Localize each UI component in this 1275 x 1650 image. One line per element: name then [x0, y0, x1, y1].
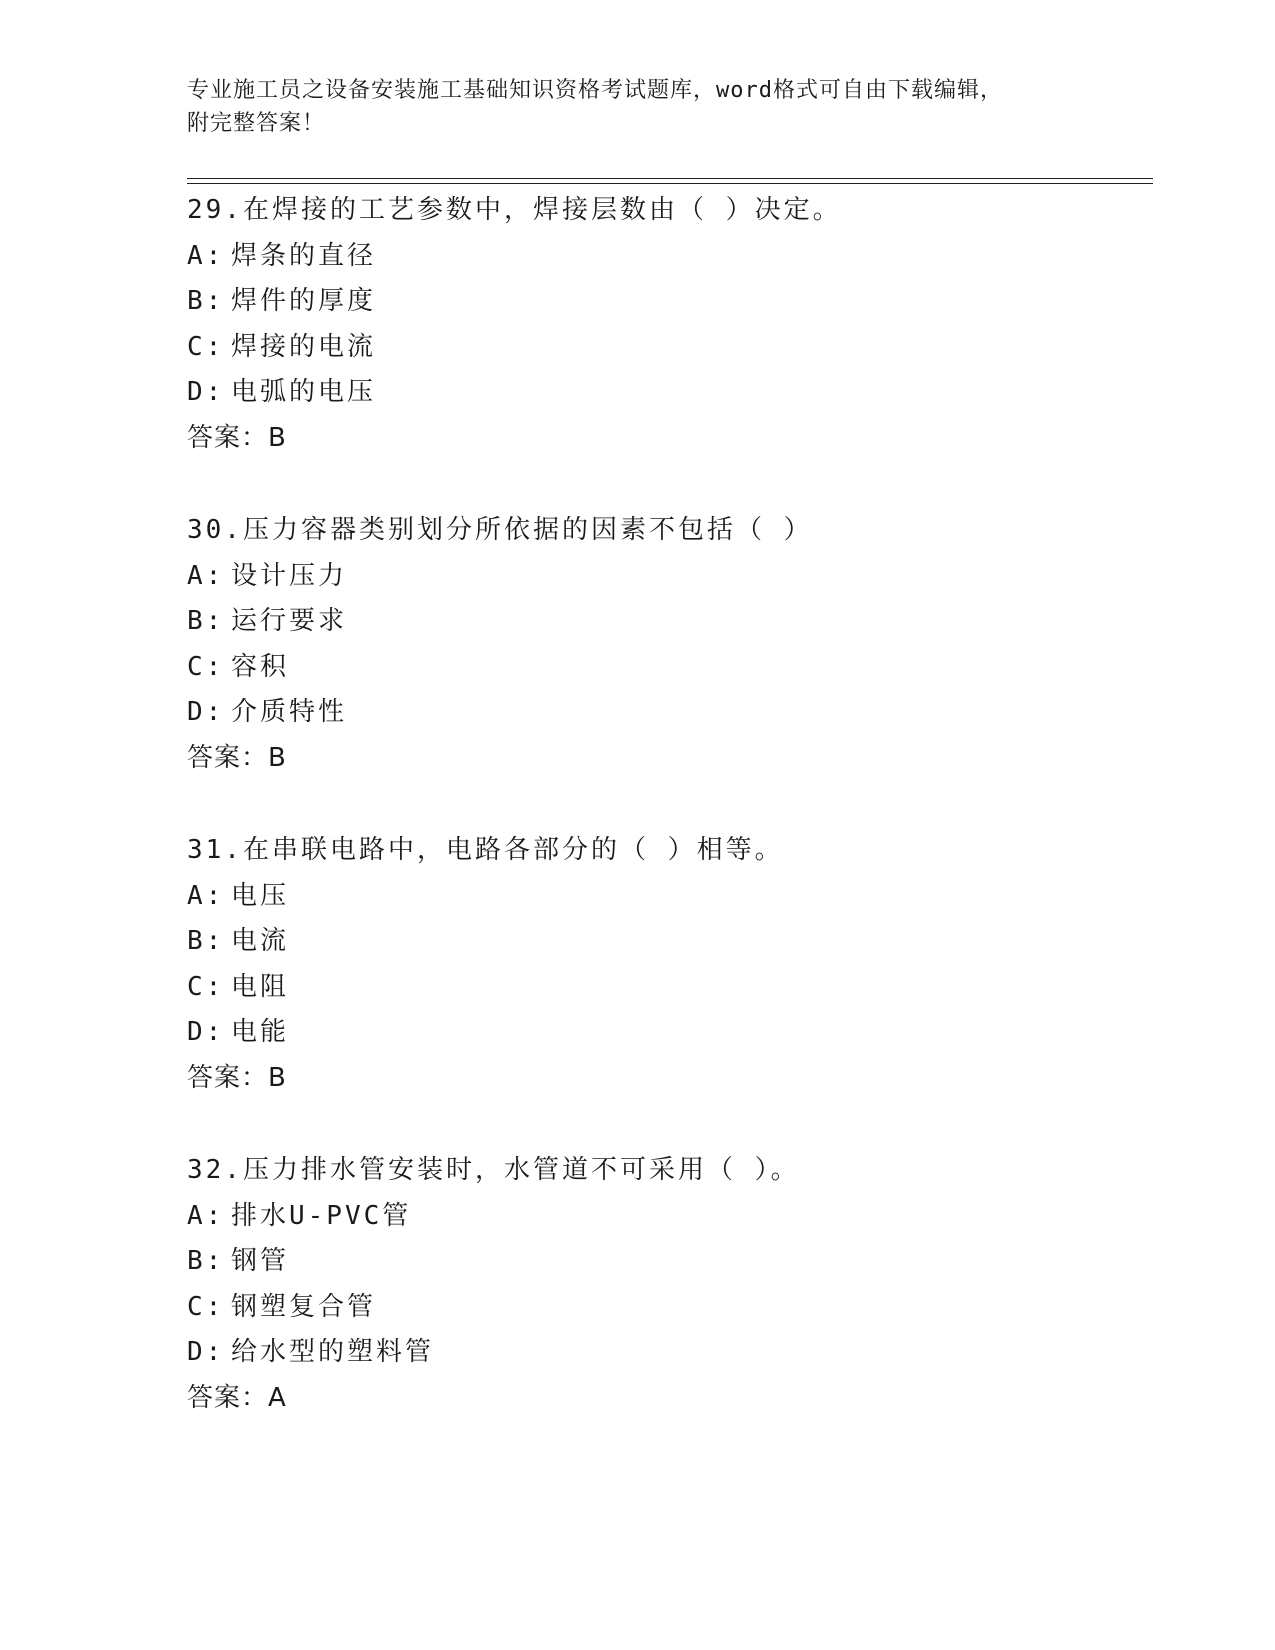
option-b [187, 919, 1153, 965]
option-a [187, 874, 1153, 920]
question-stem: 29.在焊接的工艺参数中，焊接层数由（ ）决定。 [187, 195, 842, 225]
question-list [187, 188, 1153, 1468]
option-letter: B: [187, 606, 225, 637]
option-text: 焊接的电流 [231, 331, 377, 362]
option-text: 钢塑复合管 [231, 1291, 377, 1322]
option-text: 容积 [231, 651, 290, 682]
option-text: 排水U-PVC管 [231, 1200, 412, 1231]
option-text: 电阻 [231, 971, 290, 1002]
option-text: 设计压力 [231, 560, 348, 591]
option-text: 运行要求 [231, 606, 348, 637]
option-c [187, 325, 1153, 371]
option-c [187, 645, 1153, 691]
option-letter: C: [187, 971, 225, 1002]
question-block [187, 1148, 1153, 1468]
option-letter: A: [187, 880, 225, 911]
option-text: 钢管 [231, 1246, 290, 1277]
option-b [187, 1239, 1153, 1285]
question-stem: 32.压力排水管安装时，水管道不可采用（ ）。 [187, 1155, 800, 1185]
question-block [187, 188, 1153, 508]
option-a [187, 234, 1153, 280]
option-letter: C: [187, 651, 225, 682]
option-text: 焊条的直径 [231, 240, 377, 271]
option-a [187, 554, 1153, 600]
option-d [187, 1330, 1153, 1376]
option-text: 电弧的电压 [231, 377, 377, 408]
option-text: 电流 [231, 926, 290, 957]
option-letter: D: [187, 1337, 225, 1368]
option-letter: B: [187, 926, 225, 957]
option-letter: A: [187, 1200, 225, 1231]
option-letter: D: [187, 377, 225, 408]
option-letter: D: [187, 697, 225, 728]
header-divider-bottom [187, 183, 1153, 184]
answer-line: 答案：B [187, 1062, 287, 1093]
header-divider-top [187, 178, 1153, 179]
option-text: 电能 [231, 1017, 290, 1048]
option-text: 介质特性 [231, 697, 348, 728]
option-letter: B: [187, 1246, 225, 1277]
document-header [187, 74, 1067, 140]
answer-line: 答案：A [187, 1382, 287, 1413]
option-b [187, 279, 1153, 325]
option-text: 焊件的厚度 [231, 286, 377, 317]
option-d [187, 1010, 1153, 1056]
question-stem: 31.在串联电路中，电路各部分的（ ）相等。 [187, 835, 784, 865]
question-block [187, 508, 1153, 828]
option-text: 给水型的塑料管 [231, 1337, 435, 1368]
option-c [187, 965, 1153, 1011]
header-line-1: 专业施工员之设备安装施工基础知识资格考试题库，word格式可自由下载编辑， [187, 78, 1003, 103]
option-d [187, 370, 1153, 416]
option-letter: A: [187, 240, 225, 271]
option-letter: C: [187, 1291, 225, 1322]
option-letter: C: [187, 331, 225, 362]
question-stem: 30.压力容器类别划分所依据的因素不包括（ ） [187, 515, 813, 545]
question-block [187, 828, 1153, 1148]
option-d [187, 690, 1153, 736]
header-line-2: 附完整答案！ [187, 111, 326, 136]
answer-line: 答案：B [187, 422, 287, 453]
option-a [187, 1194, 1153, 1240]
option-letter: A: [187, 560, 225, 591]
option-c [187, 1285, 1153, 1331]
option-letter: B: [187, 286, 225, 317]
option-letter: D: [187, 1017, 225, 1048]
option-text: 电压 [231, 880, 290, 911]
option-b [187, 599, 1153, 645]
answer-line: 答案：B [187, 742, 287, 773]
